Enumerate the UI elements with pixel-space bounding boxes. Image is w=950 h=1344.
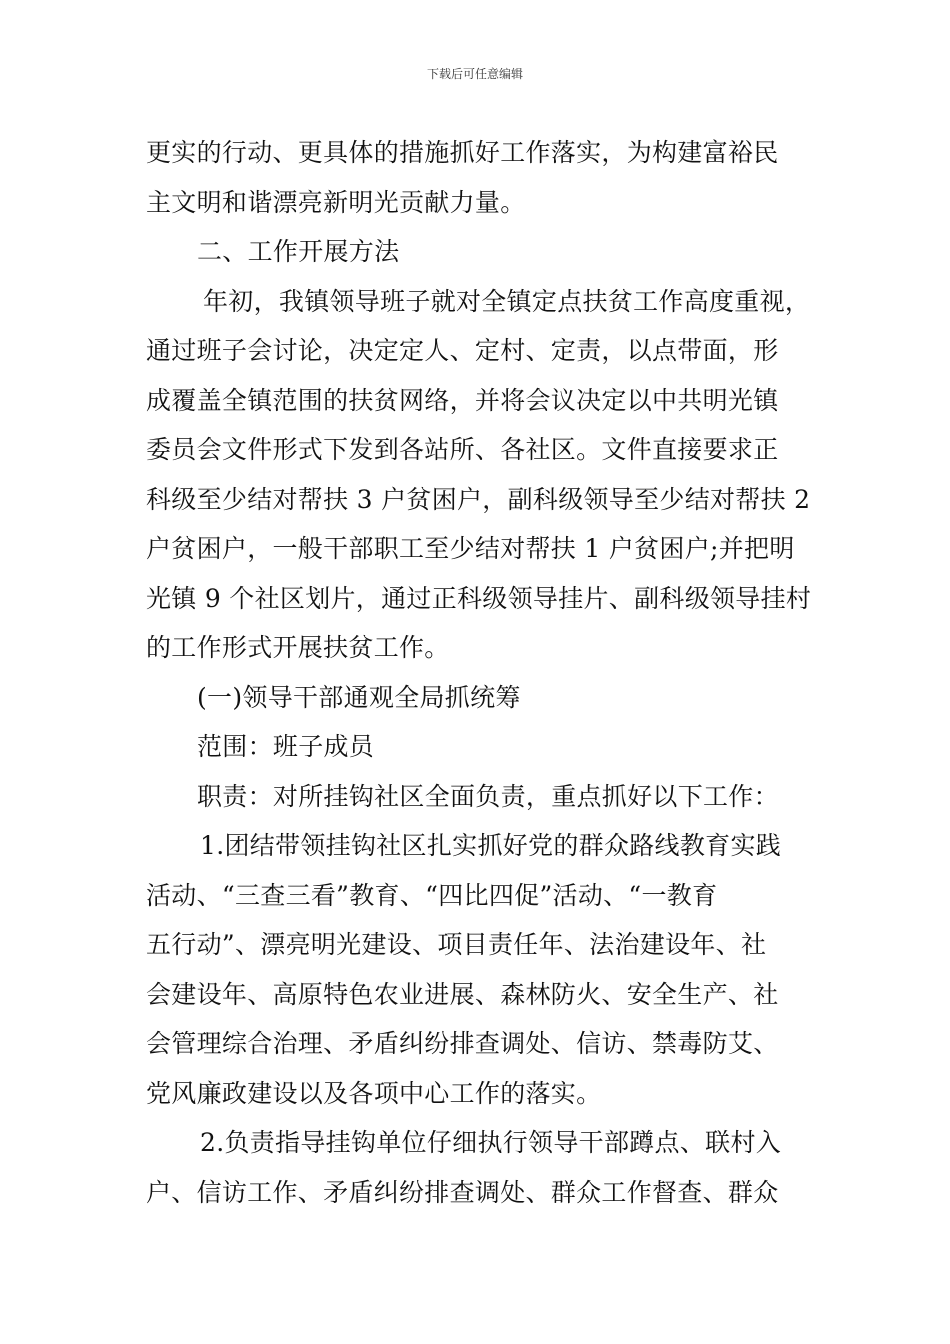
page-header: 下载后可任意编辑 [426, 67, 523, 81]
text-line: 光镇 9 个社区划片，通过正科级领导挂片、副科级领导挂村 [146, 583, 812, 613]
text-line: 委员会文件形式下发到各站所、各社区。文件直接要求正 [146, 435, 779, 464]
text-line: 主文明和谐漂亮新明光贡献力量。 [146, 187, 526, 217]
text-line: 户、信访工作、矛盾纠纷排查调处、群众工作督查、群众 [146, 1177, 779, 1207]
text-line: 成覆盖全镇范围的扶贫网络，并将会议决定以中共明光镇 [146, 385, 779, 415]
text-line: 五行动”、漂亮明光建设、项目责任年、法治建设年、社 [146, 930, 767, 959]
text-line: 年初，我镇领导班子就对全镇定点扶贫工作高度重视， [203, 286, 811, 316]
text-line: 2.负责指导挂钩单位仔细执行领导干部蹲点、联村入 [200, 1128, 782, 1157]
text-line: 会建设年、高原特色农业进展、森林防火、安全生产、社 [146, 979, 779, 1009]
text-line: 科级至少结对帮扶 3 户贫困户，副科级领导至少结对帮扶 2 [146, 484, 811, 514]
text-line: 的工作形式开展扶贫工作。 [146, 633, 450, 662]
text-line: 1.团结带领挂钩社区扎实抓好党的群众路线教育实践 [200, 831, 782, 860]
text-line: 更实的行动、更具体的措施抓好工作落实，为构建富裕民 [146, 138, 779, 167]
section-heading: 二、工作开展方法 [197, 237, 400, 266]
text-line: 户贫困户，一般干部职工至少结对帮扶 1 户贫困户;并把明 [146, 534, 795, 563]
text-line: 活动、“三查三看”教育、“四比四促”活动、“一教育 [146, 880, 718, 910]
text-line: 党风廉政建设以及各项中心工作的落实。 [146, 1078, 602, 1108]
document-body [146, 128, 816, 1217]
text-line: 范围：班子成员 [197, 732, 375, 761]
text-line: 通过班子会讨论，决定定人、定村、定责，以点带面，形 [146, 336, 779, 365]
text-line: 会管理综合治理、矛盾纠纷排查调处、信访、禁毒防艾、 [146, 1029, 779, 1058]
text-line: 职责：对所挂钩社区全面负责，重点抓好以下工作： [197, 781, 779, 811]
subsection-heading: (一)领导干部通观全局抓统筹 [197, 682, 521, 712]
